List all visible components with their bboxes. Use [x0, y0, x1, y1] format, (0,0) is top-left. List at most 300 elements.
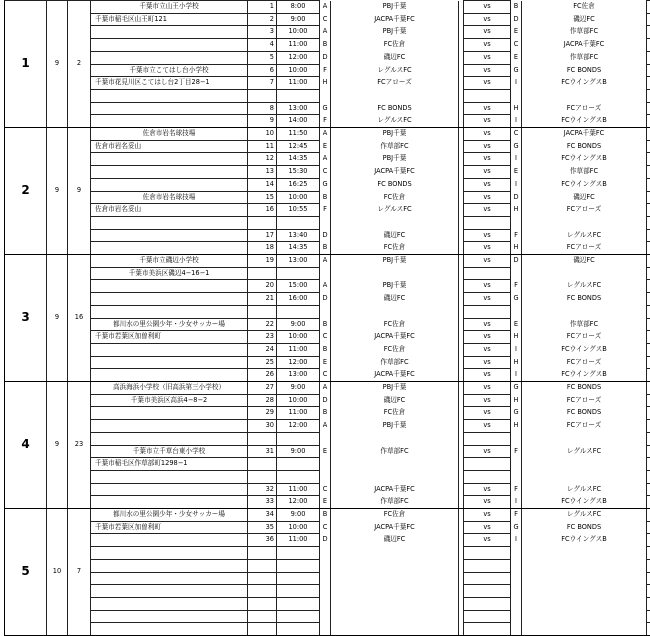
match-number: 31: [248, 445, 277, 458]
kickoff-time: 15:00: [277, 280, 320, 293]
team-a-code: D: [320, 229, 331, 242]
team-a-name: [331, 623, 459, 636]
match-row: [5, 318, 650, 331]
team-b-name: FC BONDS: [522, 140, 647, 153]
venue-cell: 千葉市美浜区高浜4−8−2: [91, 394, 248, 407]
team-b-name: [522, 267, 647, 280]
venue-cell: [91, 496, 248, 509]
match-number: 2: [248, 13, 277, 26]
spacer-cell: [647, 610, 650, 623]
team-b-name: 作草部FC: [522, 318, 647, 331]
vs-label: vs: [464, 445, 511, 458]
team-b-name: レグルスFC: [522, 229, 647, 242]
team-b-code: B: [511, 1, 522, 14]
vs-label: vs: [464, 420, 511, 433]
venue-cell: 千葉市若葉区加曽利町: [91, 521, 248, 534]
team-a-code: C: [320, 483, 331, 496]
kickoff-time: [277, 610, 320, 623]
spacer-cell: [647, 216, 650, 229]
team-b-name: FCウイングスB: [522, 77, 647, 90]
team-a-name: 作草部FC: [331, 140, 459, 153]
team-b-name: FCアローズ: [522, 394, 647, 407]
vs-label: vs: [464, 191, 511, 204]
team-b-name: [522, 623, 647, 636]
kickoff-time: 10:55: [277, 204, 320, 217]
match-row: [5, 509, 650, 522]
team-b-code: E: [511, 318, 522, 331]
team-a-name: FC佐倉: [331, 39, 459, 52]
team-b-code: I: [511, 369, 522, 382]
match-row: [5, 255, 650, 268]
team-b-code: F: [511, 483, 522, 496]
team-a-name: PBJ千葉: [331, 420, 459, 433]
venue-cell: [91, 89, 248, 102]
team-b-code: G: [511, 64, 522, 77]
spacer-cell: [647, 445, 650, 458]
kickoff-time: 10:00: [277, 64, 320, 77]
spacer-cell: [647, 432, 650, 445]
kickoff-time: 14:35: [277, 242, 320, 255]
venue-cell: 千葉市花見川区こてはし台2丁目28−1: [91, 77, 248, 90]
kickoff-time: 13:00: [277, 255, 320, 268]
team-a-name: 磯辺FC: [331, 229, 459, 242]
match-row: [5, 102, 650, 115]
team-a-name: [331, 458, 459, 471]
vs-label: vs: [464, 51, 511, 64]
team-b-name: 作草部FC: [522, 26, 647, 39]
match-number: [248, 547, 277, 560]
kickoff-time: 15:30: [277, 166, 320, 179]
match-number: 36: [248, 534, 277, 547]
vs-label: [464, 597, 511, 610]
match-row: [5, 64, 650, 77]
match-row: [5, 1, 650, 14]
match-number: 1: [248, 1, 277, 14]
team-a-name: FC佐倉: [331, 407, 459, 420]
team-a-code: D: [320, 534, 331, 547]
team-b-code: D: [511, 13, 522, 26]
venue-cell: [91, 229, 248, 242]
match-number: 10: [248, 128, 277, 141]
team-b-name: レグルスFC: [522, 280, 647, 293]
team-a-code: F: [320, 115, 331, 128]
team-b-name: [522, 547, 647, 560]
match-row: [5, 610, 650, 623]
vs-label: vs: [464, 407, 511, 420]
kickoff-time: 11:00: [277, 483, 320, 496]
team-a-code: [320, 585, 331, 598]
match-number: 32: [248, 483, 277, 496]
team-b-name: [522, 216, 647, 229]
team-a-name: [331, 559, 459, 572]
spacer-cell: [647, 293, 650, 306]
vs-label: vs: [464, 255, 511, 268]
match-row: [5, 559, 650, 572]
vs-label: vs: [464, 343, 511, 356]
match-day: 2: [68, 1, 91, 128]
team-a-name: 作草部FC: [331, 445, 459, 458]
team-a-code: A: [320, 153, 331, 166]
match-row: [5, 496, 650, 509]
kickoff-time: 11:50: [277, 128, 320, 141]
team-a-code: C: [320, 13, 331, 26]
kickoff-time: [277, 597, 320, 610]
match-number: 25: [248, 356, 277, 369]
team-b-code: I: [511, 115, 522, 128]
team-b-code: G: [511, 382, 522, 395]
spacer-cell: [647, 178, 650, 191]
spacer-cell: [647, 420, 650, 433]
team-a-name: PBJ千葉: [331, 128, 459, 141]
match-number: 30: [248, 420, 277, 433]
kickoff-time: [277, 89, 320, 102]
vs-label: [464, 559, 511, 572]
team-a-name: [331, 585, 459, 598]
team-a-name: [331, 547, 459, 560]
match-number: 3: [248, 26, 277, 39]
team-b-code: H: [511, 356, 522, 369]
kickoff-time: 10:00: [277, 521, 320, 534]
match-month: 9: [47, 128, 68, 255]
team-b-name: 作草部FC: [522, 166, 647, 179]
venue-cell: 佐倉市岩名妥山: [91, 140, 248, 153]
team-a-code: G: [320, 178, 331, 191]
match-number: 34: [248, 509, 277, 522]
match-row: [5, 39, 650, 52]
spacer-cell: [647, 521, 650, 534]
team-b-code: H: [511, 420, 522, 433]
venue-cell: 千葉市稲毛区作草部町1298−1: [91, 458, 248, 471]
team-b-name: [522, 597, 647, 610]
venue-cell: 佐倉市岩名球技場: [91, 128, 248, 141]
team-b-code: G: [511, 293, 522, 306]
team-a-code: E: [320, 496, 331, 509]
team-a-name: PBJ千葉: [331, 26, 459, 39]
team-b-name: [522, 305, 647, 318]
vs-label: vs: [464, 140, 511, 153]
vs-label: vs: [464, 356, 511, 369]
team-a-code: [320, 432, 331, 445]
team-b-name: FCウイングスB: [522, 153, 647, 166]
kickoff-time: 12:45: [277, 140, 320, 153]
match-number: [248, 585, 277, 598]
spacer-cell: [647, 305, 650, 318]
venue-cell: 千葉市立こてはし台小学校: [91, 64, 248, 77]
match-number: [248, 470, 277, 483]
kickoff-time: 12:00: [277, 51, 320, 64]
vs-label: [464, 267, 511, 280]
match-number: 22: [248, 318, 277, 331]
team-a-name: PBJ千葉: [331, 382, 459, 395]
team-b-code: [511, 610, 522, 623]
match-row: [5, 394, 650, 407]
round-number: 4: [5, 382, 47, 509]
team-a-code: A: [320, 280, 331, 293]
spacer-cell: [647, 166, 650, 179]
kickoff-time: [277, 267, 320, 280]
venue-cell: [91, 293, 248, 306]
vs-label: vs: [464, 280, 511, 293]
match-number: 6: [248, 64, 277, 77]
vs-label: vs: [464, 242, 511, 255]
team-b-name: JACPA千葉FC: [522, 39, 647, 52]
venue-cell: [91, 356, 248, 369]
match-number: [248, 458, 277, 471]
team-a-name: FC佐倉: [331, 191, 459, 204]
team-a-code: [320, 267, 331, 280]
match-row: [5, 153, 650, 166]
match-row: [5, 293, 650, 306]
team-a-code: [320, 305, 331, 318]
kickoff-time: 11:00: [277, 407, 320, 420]
match-row: [5, 356, 650, 369]
match-number: 19: [248, 255, 277, 268]
match-month: 10: [47, 509, 68, 636]
kickoff-time: [277, 572, 320, 585]
vs-label: vs: [464, 39, 511, 52]
match-day: 9: [68, 128, 91, 255]
kickoff-time: 9:00: [277, 445, 320, 458]
team-b-name: JACPA千葉FC: [522, 128, 647, 141]
match-number: 23: [248, 331, 277, 344]
spacer-cell: [647, 343, 650, 356]
spacer-cell: [647, 458, 650, 471]
venue-cell: [91, 432, 248, 445]
match-row: [5, 521, 650, 534]
venue-cell: [91, 483, 248, 496]
team-b-code: [511, 305, 522, 318]
match-month: 9: [47, 255, 68, 382]
team-b-code: F: [511, 229, 522, 242]
venue-cell: 都川水の里公園少年・少女サッカー場: [91, 509, 248, 522]
match-number: [248, 305, 277, 318]
team-b-code: H: [511, 102, 522, 115]
spacer-cell: [647, 13, 650, 26]
venue-cell: 千葉市立磯辺小学校: [91, 255, 248, 268]
match-day: 16: [68, 255, 91, 382]
match-number: 17: [248, 229, 277, 242]
team-b-code: D: [511, 255, 522, 268]
team-b-name: レグルスFC: [522, 483, 647, 496]
team-b-name: [522, 458, 647, 471]
team-b-name: FCアローズ: [522, 204, 647, 217]
spacer-cell: [647, 470, 650, 483]
team-b-code: I: [511, 496, 522, 509]
match-row: [5, 305, 650, 318]
match-row: [5, 572, 650, 585]
match-row: [5, 470, 650, 483]
team-a-name: [331, 432, 459, 445]
venue-cell: [91, 280, 248, 293]
team-a-code: C: [320, 521, 331, 534]
match-row: [5, 216, 650, 229]
team-a-code: E: [320, 356, 331, 369]
team-a-code: B: [320, 343, 331, 356]
team-a-code: B: [320, 39, 331, 52]
vs-label: [464, 623, 511, 636]
match-row: [5, 585, 650, 598]
team-a-name: 磯辺FC: [331, 394, 459, 407]
team-b-code: [511, 559, 522, 572]
team-a-name: FC BONDS: [331, 178, 459, 191]
venue-cell: [91, 153, 248, 166]
kickoff-time: [277, 585, 320, 598]
vs-label: [464, 610, 511, 623]
team-a-name: 磯辺FC: [331, 534, 459, 547]
spacer-cell: [647, 534, 650, 547]
team-a-code: G: [320, 102, 331, 115]
match-month: 9: [47, 382, 68, 509]
team-a-code: A: [320, 1, 331, 14]
team-b-name: FCウイングスB: [522, 369, 647, 382]
team-a-code: C: [320, 369, 331, 382]
venue-cell: [91, 597, 248, 610]
match-number: [248, 559, 277, 572]
venue-cell: 千葉市立千草台東小学校: [91, 445, 248, 458]
venue-cell: [91, 420, 248, 433]
spacer-cell: [647, 77, 650, 90]
team-a-code: [320, 458, 331, 471]
match-number: 27: [248, 382, 277, 395]
team-a-name: [331, 572, 459, 585]
team-b-name: [522, 470, 647, 483]
team-b-name: FCウイングスB: [522, 178, 647, 191]
match-day: 7: [68, 509, 91, 636]
spacer-cell: [647, 153, 650, 166]
spacer-cell: [647, 115, 650, 128]
team-b-code: [511, 432, 522, 445]
team-b-name: [522, 559, 647, 572]
team-b-name: [522, 585, 647, 598]
match-number: 4: [248, 39, 277, 52]
team-b-code: I: [511, 343, 522, 356]
kickoff-time: 11:00: [277, 77, 320, 90]
kickoff-time: 13:40: [277, 229, 320, 242]
kickoff-time: [277, 458, 320, 471]
team-b-code: I: [511, 178, 522, 191]
team-b-code: [511, 585, 522, 598]
team-a-name: JACPA千葉FC: [331, 521, 459, 534]
vs-label: vs: [464, 153, 511, 166]
kickoff-time: 14:00: [277, 115, 320, 128]
venue-cell: 千葉市稲毛区山王町121: [91, 13, 248, 26]
team-b-code: F: [511, 509, 522, 522]
match-row: [5, 166, 650, 179]
venue-cell: [91, 547, 248, 560]
vs-label: vs: [464, 178, 511, 191]
team-b-code: E: [511, 51, 522, 64]
match-number: 11: [248, 140, 277, 153]
team-b-name: FCアローズ: [522, 331, 647, 344]
team-b-code: E: [511, 26, 522, 39]
venue-cell: [91, 407, 248, 420]
kickoff-time: 9:00: [277, 509, 320, 522]
team-b-name: FCウイングスB: [522, 115, 647, 128]
kickoff-time: 12:00: [277, 496, 320, 509]
match-number: 35: [248, 521, 277, 534]
spacer-cell: [647, 331, 650, 344]
venue-cell: [91, 585, 248, 598]
team-a-name: [331, 267, 459, 280]
match-number: [248, 216, 277, 229]
venue-cell: 高浜海浜小学校（旧高浜第三小学校）: [91, 382, 248, 395]
team-a-code: [320, 470, 331, 483]
team-a-name: JACPA千葉FC: [331, 331, 459, 344]
team-a-code: [320, 597, 331, 610]
spacer-cell: [647, 1, 650, 14]
match-schedule-table: [4, 0, 650, 636]
kickoff-time: 9:00: [277, 318, 320, 331]
vs-label: [464, 89, 511, 102]
kickoff-time: [277, 559, 320, 572]
match-number: [248, 267, 277, 280]
vs-label: [464, 216, 511, 229]
match-row: [5, 280, 650, 293]
team-a-code: [320, 572, 331, 585]
spacer-cell: [647, 369, 650, 382]
match-row: [5, 89, 650, 102]
team-a-code: E: [320, 445, 331, 458]
team-a-code: C: [320, 166, 331, 179]
spacer-cell: [647, 204, 650, 217]
vs-label: [464, 547, 511, 560]
team-a-name: [331, 597, 459, 610]
match-row: [5, 267, 650, 280]
team-b-code: H: [511, 204, 522, 217]
team-a-name: JACPA千葉FC: [331, 483, 459, 496]
team-a-name: FC佐倉: [331, 318, 459, 331]
kickoff-time: 14:35: [277, 153, 320, 166]
venue-cell: [91, 572, 248, 585]
venue-cell: [91, 242, 248, 255]
team-b-name: [522, 89, 647, 102]
spacer-cell: [647, 585, 650, 598]
kickoff-time: 12:00: [277, 356, 320, 369]
match-number: 14: [248, 178, 277, 191]
team-a-code: [320, 559, 331, 572]
team-b-code: I: [511, 534, 522, 547]
kickoff-time: 11:00: [277, 343, 320, 356]
match-number: [248, 610, 277, 623]
spacer-cell: [647, 102, 650, 115]
vs-label: vs: [464, 331, 511, 344]
venue-cell: 千葉市美浜区磯辺4−16−1: [91, 267, 248, 280]
team-a-code: B: [320, 191, 331, 204]
vs-label: vs: [464, 369, 511, 382]
team-b-code: F: [511, 280, 522, 293]
team-b-code: I: [511, 77, 522, 90]
spacer-cell: [647, 547, 650, 560]
vs-label: vs: [464, 115, 511, 128]
team-b-code: [511, 216, 522, 229]
spacer-cell: [647, 483, 650, 496]
team-b-code: H: [511, 394, 522, 407]
team-b-name: FCアローズ: [522, 242, 647, 255]
venue-cell: [91, 305, 248, 318]
team-b-name: FC BONDS: [522, 293, 647, 306]
schedule-body: [5, 1, 650, 636]
spacer-cell: [647, 407, 650, 420]
team-a-code: [320, 547, 331, 560]
spacer-cell: [647, 496, 650, 509]
team-b-code: I: [511, 153, 522, 166]
spacer-cell: [647, 255, 650, 268]
match-row: [5, 204, 650, 217]
venue-cell: [91, 623, 248, 636]
venue-cell: [91, 178, 248, 191]
match-row: [5, 623, 650, 636]
team-b-name: FC BONDS: [522, 382, 647, 395]
